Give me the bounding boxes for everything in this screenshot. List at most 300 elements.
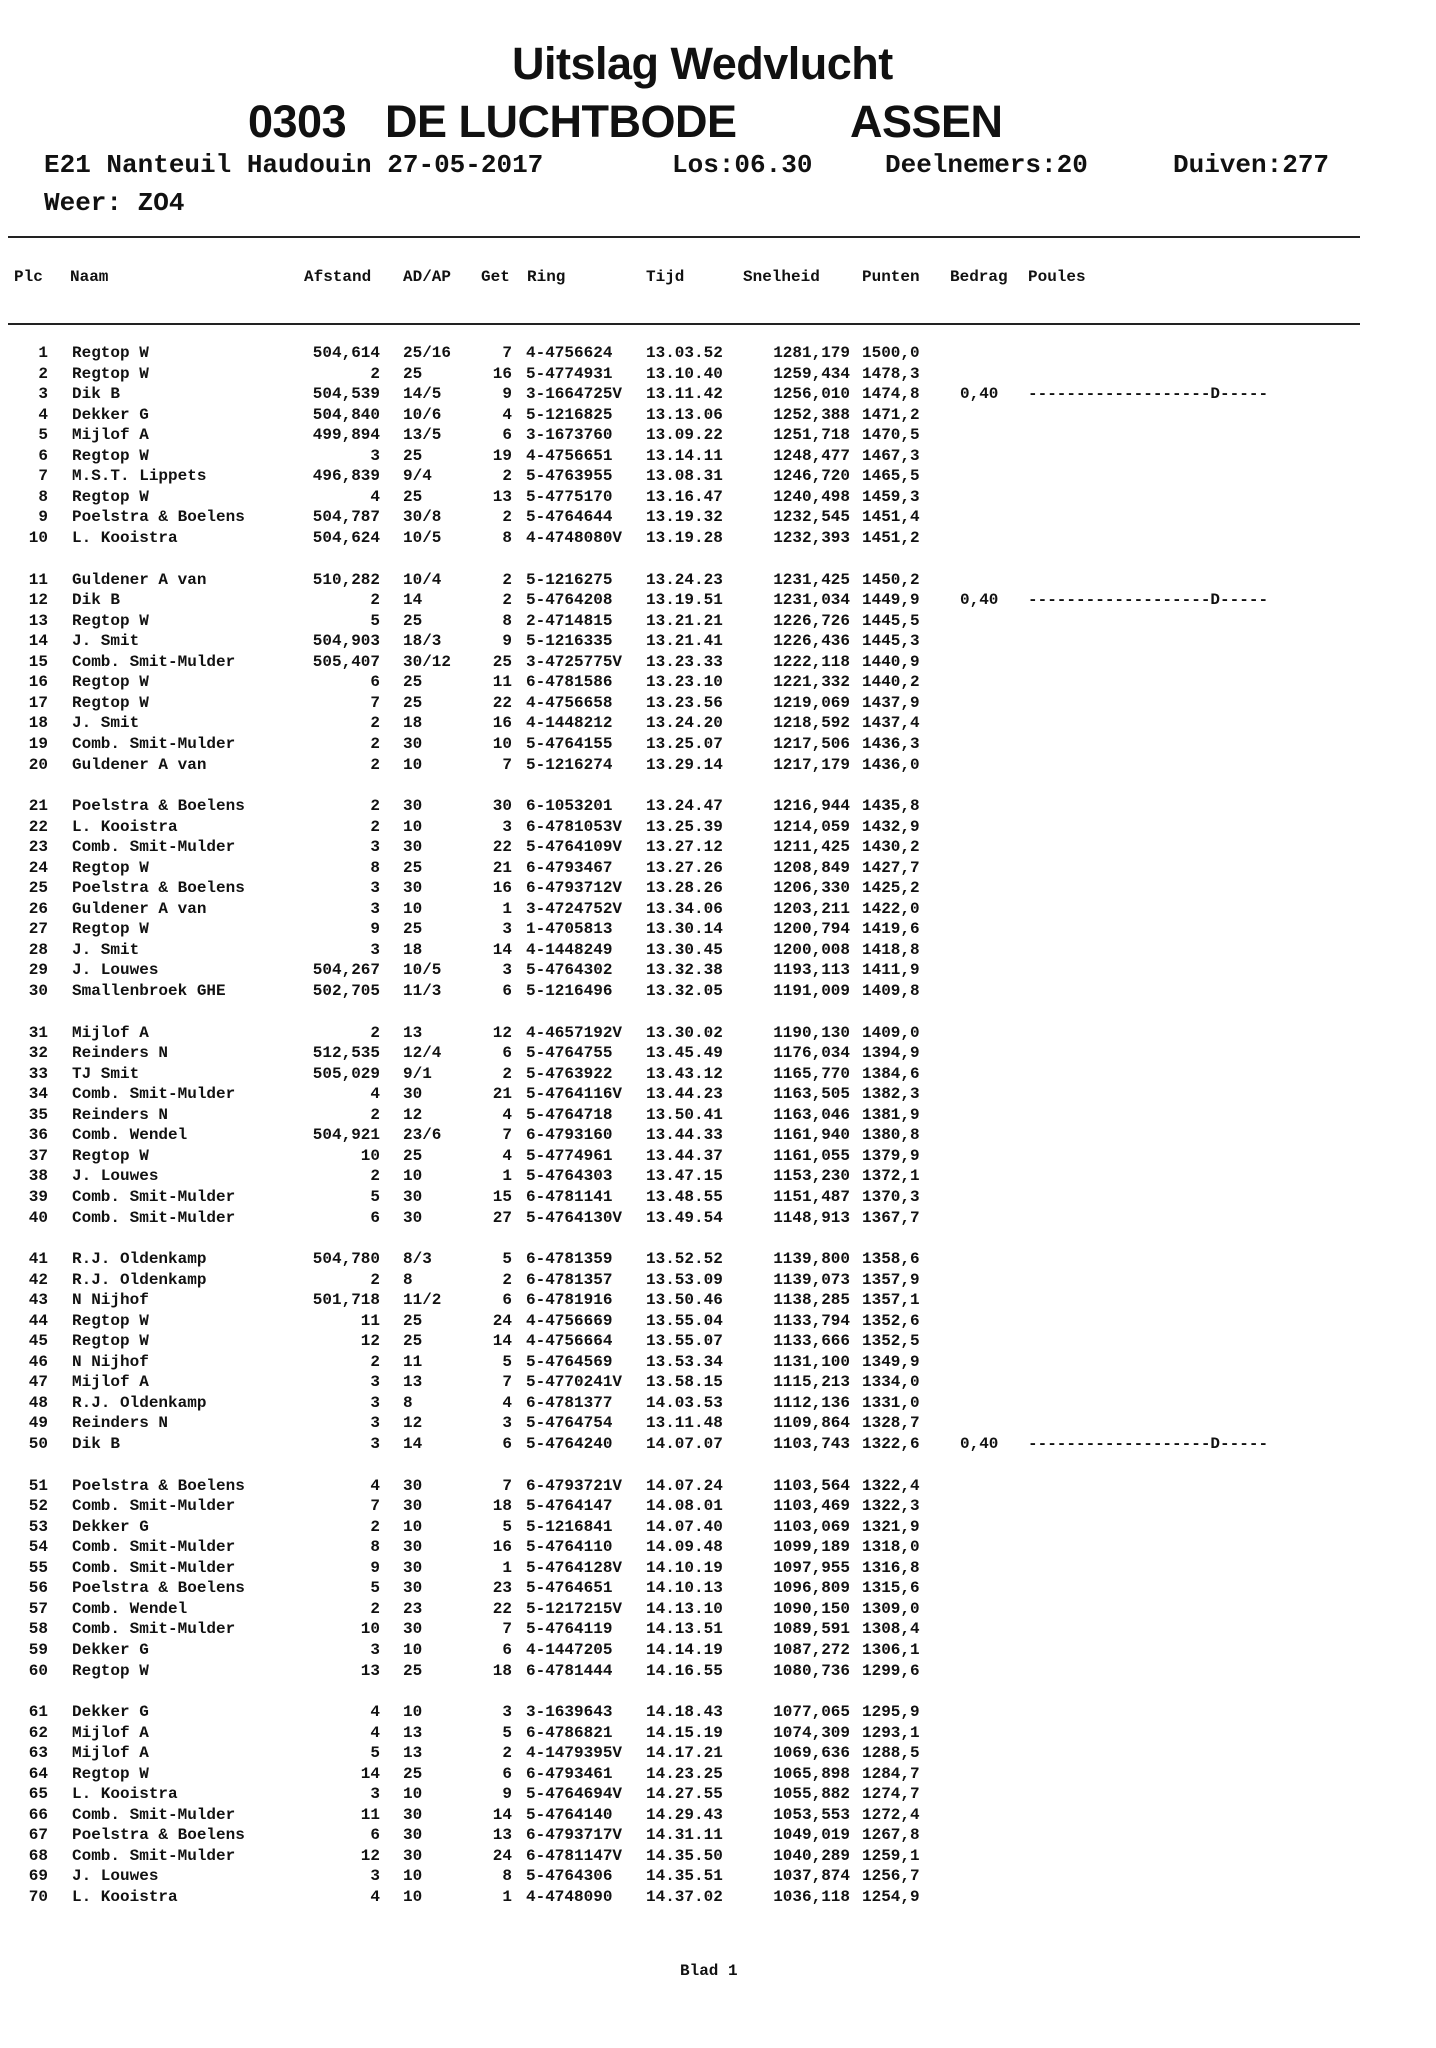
table-row	[0, 1271, 1436, 1291]
speed-cell: 1217,506	[773, 734, 850, 753]
get-cell: 15	[492, 1187, 512, 1206]
ring-cell: 5-4770241V	[526, 1373, 623, 1392]
time-cell: 13.11.48	[646, 1414, 723, 1433]
speed-cell: 1226,726	[773, 611, 850, 630]
plc-cell: 25	[28, 879, 48, 898]
time-cell: 13.55.04	[646, 1311, 723, 1330]
time-cell: 14.16.55	[646, 1661, 723, 1680]
get-cell: 24	[492, 1846, 512, 1865]
table-row	[0, 385, 1436, 405]
get-cell: 25	[492, 652, 512, 671]
plc-cell: 53	[28, 1517, 48, 1536]
table-row	[0, 1394, 1436, 1414]
points-cell: 1322,4	[862, 1476, 920, 1495]
time-cell: 14.10.13	[646, 1579, 723, 1598]
plc-cell: 46	[28, 1352, 48, 1371]
distance-cell: 504,787	[312, 508, 380, 527]
points-cell: 1322,6	[862, 1435, 920, 1453]
table-row	[0, 1785, 1436, 1805]
col-bedrag: Bedrag	[950, 268, 1008, 286]
plc-cell: 8	[38, 487, 48, 506]
adap-cell: 25	[403, 611, 423, 630]
ring-cell: 4-1448212	[526, 714, 613, 733]
ring-cell: 6-4781916	[526, 1291, 613, 1310]
name-cell: Dekker G	[72, 1703, 149, 1721]
plc-cell: 14	[28, 632, 48, 651]
name-cell: Regtop W	[72, 1661, 149, 1680]
distance-cell: 496,839	[312, 467, 380, 486]
get-cell: 10	[492, 734, 512, 753]
ring-cell: 6-4781444	[526, 1661, 613, 1680]
adap-cell: 30	[403, 1579, 423, 1598]
table-row	[0, 1847, 1436, 1867]
ring-cell: 5-4775170	[526, 487, 613, 506]
speed-cell: 1251,718	[773, 426, 850, 445]
adap-cell: 23	[403, 1599, 423, 1618]
ring-cell: 5-4764755	[526, 1044, 613, 1063]
distance-cell: 11	[360, 1805, 380, 1824]
speed-cell: 1077,065	[773, 1703, 850, 1721]
adap-cell: 30	[403, 1826, 423, 1845]
ring-cell: 5-4764306	[526, 1867, 613, 1886]
ring-cell: 4-1479395V	[526, 1744, 623, 1763]
distance-cell: 2	[370, 1270, 380, 1289]
plc-cell: 42	[28, 1270, 48, 1289]
plc-cell: 56	[28, 1579, 48, 1598]
name-cell: Regtop W	[72, 1332, 149, 1351]
col-adap: AD/AP	[403, 268, 452, 286]
ring-cell: 5-4774931	[526, 364, 613, 383]
page-number: Blad 1	[680, 1962, 738, 1980]
distance-cell: 12	[360, 1332, 380, 1351]
distance-cell: 505,029	[312, 1064, 380, 1083]
points-cell: 1322,3	[862, 1497, 920, 1515]
table-row	[0, 1620, 1436, 1640]
adap-cell: 30	[403, 1620, 423, 1639]
get-cell: 9	[502, 385, 512, 404]
name-cell: Poelstra & Boelens	[72, 1579, 245, 1598]
points-cell: 1357,1	[862, 1291, 920, 1310]
points-cell: 1349,9	[862, 1352, 920, 1371]
table-row	[0, 344, 1436, 364]
name-cell: Dik B	[72, 1435, 121, 1453]
plc-cell: 34	[28, 1085, 48, 1104]
ring-cell: 5-4774961	[526, 1146, 613, 1165]
table-row	[0, 694, 1436, 714]
distance-cell: 5	[370, 1579, 380, 1598]
adap-cell: 10	[403, 1888, 423, 1906]
table-row	[0, 1147, 1436, 1167]
name-cell: N Nijhof	[72, 1352, 149, 1371]
table-row	[0, 859, 1436, 879]
get-cell: 8	[502, 611, 512, 630]
speed-cell: 1259,434	[773, 364, 850, 383]
ring-cell: 5-4764694V	[526, 1785, 623, 1804]
plc-cell: 1	[38, 344, 48, 362]
speed-cell: 1069,636	[773, 1744, 850, 1763]
plc-cell: 17	[28, 693, 48, 712]
speed-cell: 1139,073	[773, 1270, 850, 1289]
points-cell: 1445,5	[862, 611, 920, 630]
plc-cell: 51	[28, 1476, 48, 1495]
time-cell: 13.03.52	[646, 344, 723, 362]
plc-cell: 43	[28, 1291, 48, 1310]
time-cell: 14.23.25	[646, 1764, 723, 1783]
points-cell: 1425,2	[862, 879, 920, 898]
get-cell: 1	[502, 1888, 512, 1906]
distance-cell: 7	[370, 1497, 380, 1515]
ring-cell: 4-4756669	[526, 1311, 613, 1330]
plc-cell: 40	[28, 1208, 48, 1227]
points-cell: 1451,2	[862, 529, 920, 547]
name-cell: R.J. Oldenkamp	[72, 1250, 207, 1268]
ring-cell: 4-4756651	[526, 446, 613, 465]
points-cell: 1471,2	[862, 405, 920, 424]
club-name: DE LUCHTBODE	[385, 96, 737, 147]
time-cell: 13.34.06	[646, 899, 723, 918]
time-cell: 13.44.33	[646, 1126, 723, 1145]
ring-cell: 5-4764718	[526, 1105, 613, 1124]
distance-cell: 14	[360, 1764, 380, 1783]
ring-cell: 6-4781586	[526, 673, 613, 692]
table-row	[0, 612, 1436, 632]
plc-cell: 39	[28, 1187, 48, 1206]
name-cell: Dik B	[72, 591, 121, 609]
adap-cell: 30	[403, 1538, 423, 1557]
name-cell: Mijlof A	[72, 1373, 149, 1392]
distance-cell: 3	[370, 1435, 380, 1453]
distance-cell: 11	[360, 1311, 380, 1330]
adap-cell: 25	[403, 1764, 423, 1783]
time-cell: 13.19.51	[646, 591, 723, 609]
points-cell: 1293,1	[862, 1723, 920, 1742]
points-cell: 1422,0	[862, 899, 920, 918]
adap-cell: 25	[403, 1332, 423, 1351]
get-cell: 3	[502, 1414, 512, 1433]
adap-cell: 30/8	[403, 508, 442, 527]
ring-cell: 5-4764140	[526, 1805, 613, 1824]
adap-cell: 10/5	[403, 961, 442, 980]
get-cell: 16	[492, 1538, 512, 1557]
name-cell: Comb. Smit-Mulder	[72, 734, 236, 753]
distance-cell: 504,840	[312, 405, 380, 424]
plc-cell: 26	[28, 899, 48, 918]
plc-cell: 36	[28, 1126, 48, 1145]
points-cell: 1299,6	[862, 1661, 920, 1680]
distance-cell: 2	[370, 1517, 380, 1536]
get-cell: 22	[492, 693, 512, 712]
get-cell: 16	[492, 714, 512, 733]
speed-cell: 1281,179	[773, 344, 850, 362]
col-plc: Plc	[14, 268, 43, 286]
plc-cell: 52	[28, 1497, 48, 1515]
time-cell: 13.24.47	[646, 797, 723, 815]
name-cell: Comb. Wendel	[72, 1599, 188, 1618]
time-cell: 13.16.47	[646, 487, 723, 506]
get-cell: 1	[502, 1558, 512, 1577]
time-cell: 14.35.50	[646, 1846, 723, 1865]
ring-cell: 4-4748080V	[526, 529, 623, 547]
top-rule	[8, 236, 1360, 238]
speed-cell: 1219,069	[773, 693, 850, 712]
plc-cell: 37	[28, 1146, 48, 1165]
points-cell: 1465,5	[862, 467, 920, 486]
plc-cell: 49	[28, 1414, 48, 1433]
get-cell: 21	[492, 1085, 512, 1104]
distance-cell: 3	[370, 1414, 380, 1433]
speed-cell: 1222,118	[773, 652, 850, 671]
ring-cell: 6-4793160	[526, 1126, 613, 1145]
adap-cell: 25	[403, 693, 423, 712]
name-cell: R.J. Oldenkamp	[72, 1393, 207, 1412]
plc-cell: 4	[38, 405, 48, 424]
speed-cell: 1165,770	[773, 1064, 850, 1083]
name-cell: Mijlof A	[72, 1744, 149, 1763]
get-cell: 9	[502, 1785, 512, 1804]
points-cell: 1256,7	[862, 1867, 920, 1886]
adap-cell: 13	[403, 1744, 423, 1763]
points-cell: 1352,5	[862, 1332, 920, 1351]
distance-cell: 3	[370, 1393, 380, 1412]
speed-cell: 1211,425	[773, 838, 850, 857]
get-cell: 24	[492, 1311, 512, 1330]
ring-cell: 5-4764110	[526, 1538, 613, 1557]
table-row	[0, 1065, 1436, 1085]
speed-cell: 1252,388	[773, 405, 850, 424]
distance-cell: 3	[370, 940, 380, 959]
name-cell: Dik B	[72, 385, 121, 404]
ring-cell: 5-4764208	[526, 591, 613, 609]
plc-cell: 58	[28, 1620, 48, 1639]
points-cell: 1328,7	[862, 1414, 920, 1433]
time-cell: 13.32.05	[646, 982, 723, 1000]
time-cell: 13.48.55	[646, 1187, 723, 1206]
points-cell: 1451,4	[862, 508, 920, 527]
plc-cell: 68	[28, 1846, 48, 1865]
time-cell: 13.50.46	[646, 1291, 723, 1310]
speed-cell: 1163,046	[773, 1105, 850, 1124]
points-cell: 1372,1	[862, 1167, 920, 1186]
ring-cell: 5-4764303	[526, 1167, 613, 1186]
points-cell: 1470,5	[862, 426, 920, 445]
ring-cell: 4-4748090	[526, 1888, 613, 1906]
points-cell: 1409,8	[862, 982, 920, 1000]
table-row	[0, 426, 1436, 446]
table-row	[0, 467, 1436, 487]
points-cell: 1352,6	[862, 1311, 920, 1330]
plc-cell: 69	[28, 1867, 48, 1886]
points-cell: 1432,9	[862, 817, 920, 836]
table-row	[0, 1662, 1436, 1682]
club-city: ASSEN	[850, 96, 1003, 147]
points-cell: 1450,2	[862, 570, 920, 589]
report-title: Uitslag Wedvlucht	[512, 38, 893, 89]
adap-cell: 30	[403, 838, 423, 857]
speed-cell: 1248,477	[773, 446, 850, 465]
plc-cell: 18	[28, 714, 48, 733]
get-cell: 7	[502, 1373, 512, 1392]
distance-cell: 502,705	[312, 982, 380, 1000]
plc-cell: 5	[38, 426, 48, 445]
speed-cell: 1109,864	[773, 1414, 850, 1433]
get-cell: 22	[492, 838, 512, 857]
time-cell: 14.03.53	[646, 1393, 723, 1412]
points-cell: 1295,9	[862, 1703, 920, 1721]
name-cell: Poelstra & Boelens	[72, 508, 245, 527]
name-cell: Regtop W	[72, 1311, 149, 1330]
points-cell: 1288,5	[862, 1744, 920, 1763]
get-cell: 5	[502, 1517, 512, 1536]
adap-cell: 10	[403, 1867, 423, 1886]
speed-cell: 1037,874	[773, 1867, 850, 1886]
get-cell: 6	[502, 1044, 512, 1063]
get-cell: 12	[492, 1023, 512, 1042]
name-cell: Comb. Smit-Mulder	[72, 1208, 236, 1227]
name-cell: Regtop W	[72, 446, 149, 465]
speed-cell: 1191,009	[773, 982, 850, 1000]
speed-cell: 1161,940	[773, 1126, 850, 1145]
distance-cell: 504,921	[312, 1126, 380, 1145]
time-cell: 14.08.01	[646, 1497, 723, 1515]
ring-cell: 5-4763922	[526, 1064, 613, 1083]
ring-cell: 4-1448249	[526, 940, 613, 959]
distance-cell: 2	[370, 1352, 380, 1371]
adap-cell: 30	[403, 879, 423, 898]
adap-cell: 10	[403, 899, 423, 918]
time-cell: 13.47.15	[646, 1167, 723, 1186]
plc-cell: 66	[28, 1805, 48, 1824]
get-cell: 6	[502, 426, 512, 445]
distance-cell: 7	[370, 693, 380, 712]
get-cell: 14	[492, 940, 512, 959]
ring-cell: 3-4725775V	[526, 652, 623, 671]
ring-cell: 6-4793712V	[526, 879, 623, 898]
speed-cell: 1200,794	[773, 920, 850, 939]
speed-cell: 1065,898	[773, 1764, 850, 1783]
distance-cell: 9	[370, 1558, 380, 1577]
name-cell: Comb. Smit-Mulder	[72, 1085, 236, 1104]
table-row	[0, 961, 1436, 981]
distance-cell: 2	[370, 817, 380, 836]
distance-cell: 2	[370, 714, 380, 733]
speed-cell: 1231,034	[773, 591, 850, 609]
time-cell: 13.50.41	[646, 1105, 723, 1124]
plc-cell: 45	[28, 1332, 48, 1351]
plc-cell: 23	[28, 838, 48, 857]
name-cell: Guldener A van	[72, 899, 207, 918]
ring-cell: 6-4793721V	[526, 1476, 623, 1495]
table-row	[0, 1806, 1436, 1826]
speed-cell: 1115,213	[773, 1373, 850, 1392]
ring-cell: 3-1639643	[526, 1703, 613, 1721]
points-cell: 1308,4	[862, 1620, 920, 1639]
time-cell: 14.09.48	[646, 1538, 723, 1557]
adap-cell: 9/1	[403, 1064, 432, 1083]
speed-cell: 1193,113	[773, 961, 850, 980]
name-cell: J. Smit	[72, 714, 140, 733]
adap-cell: 13	[403, 1023, 423, 1042]
distance-cell: 2	[370, 734, 380, 753]
ring-cell: 3-1664725V	[526, 385, 623, 404]
table-row	[0, 1085, 1436, 1105]
plc-cell: 32	[28, 1044, 48, 1063]
time-cell: 13.23.10	[646, 673, 723, 692]
adap-cell: 14/5	[403, 385, 442, 404]
distance-cell: 499,894	[312, 426, 380, 445]
name-cell: Poelstra & Boelens	[72, 1476, 245, 1495]
adap-cell: 25	[403, 364, 423, 383]
table-row	[0, 1641, 1436, 1661]
table-row	[0, 488, 1436, 508]
time-cell: 13.28.26	[646, 879, 723, 898]
time-cell: 13.45.49	[646, 1044, 723, 1063]
adap-cell: 25	[403, 1311, 423, 1330]
name-cell: N Nijhof	[72, 1291, 149, 1310]
table-row	[0, 714, 1436, 734]
get-cell: 3	[502, 1703, 512, 1721]
plc-cell: 33	[28, 1064, 48, 1083]
distance-cell: 4	[370, 1085, 380, 1104]
ring-cell: 5-4764651	[526, 1579, 613, 1598]
distance-cell: 4	[370, 487, 380, 506]
name-cell: J. Louwes	[72, 961, 159, 980]
name-cell: Comb. Smit-Mulder	[72, 838, 236, 857]
time-cell: 13.55.07	[646, 1332, 723, 1351]
adap-cell: 30	[403, 1187, 423, 1206]
distance-cell: 3	[370, 899, 380, 918]
name-cell: J. Louwes	[72, 1167, 159, 1186]
distance-cell: 6	[370, 1826, 380, 1845]
ring-cell: 5-1216275	[526, 570, 613, 589]
distance-cell: 10	[360, 1620, 380, 1639]
time-cell: 13.13.06	[646, 405, 723, 424]
speed-cell: 1036,118	[773, 1888, 850, 1906]
get-cell: 8	[502, 1867, 512, 1886]
time-cell: 13.29.14	[646, 755, 723, 774]
name-cell: Reinders N	[72, 1044, 169, 1063]
time-cell: 14.07.40	[646, 1517, 723, 1536]
name-cell: Reinders N	[72, 1414, 169, 1433]
get-cell: 7	[502, 344, 512, 362]
get-cell: 4	[502, 1393, 512, 1412]
name-cell: Reinders N	[72, 1105, 169, 1124]
distance-cell: 3	[370, 446, 380, 465]
name-cell: L. Kooistra	[72, 817, 178, 836]
adap-cell: 8	[403, 1393, 413, 1412]
club-number: 0303	[248, 96, 347, 147]
col-punten: Punten	[862, 268, 920, 286]
distance-cell: 510,282	[312, 570, 380, 589]
distance-cell: 2	[370, 797, 380, 815]
table-row	[0, 982, 1436, 1002]
table-row	[0, 735, 1436, 755]
distance-cell: 6	[370, 1208, 380, 1227]
time-cell: 13.11.42	[646, 385, 723, 404]
name-cell: Regtop W	[72, 920, 149, 939]
time-cell: 13.32.38	[646, 961, 723, 980]
pigeons-count: Duiven:277	[1173, 150, 1330, 180]
adap-cell: 25/16	[403, 344, 452, 362]
table-row	[0, 1414, 1436, 1434]
get-cell: 3	[502, 920, 512, 939]
speed-cell: 1226,436	[773, 632, 850, 651]
distance-cell: 3	[370, 1867, 380, 1886]
time-cell: 13.21.21	[646, 611, 723, 630]
distance-cell: 504,903	[312, 632, 380, 651]
adap-cell: 12	[403, 1414, 423, 1433]
get-cell: 6	[502, 1640, 512, 1659]
get-cell: 4	[502, 405, 512, 424]
